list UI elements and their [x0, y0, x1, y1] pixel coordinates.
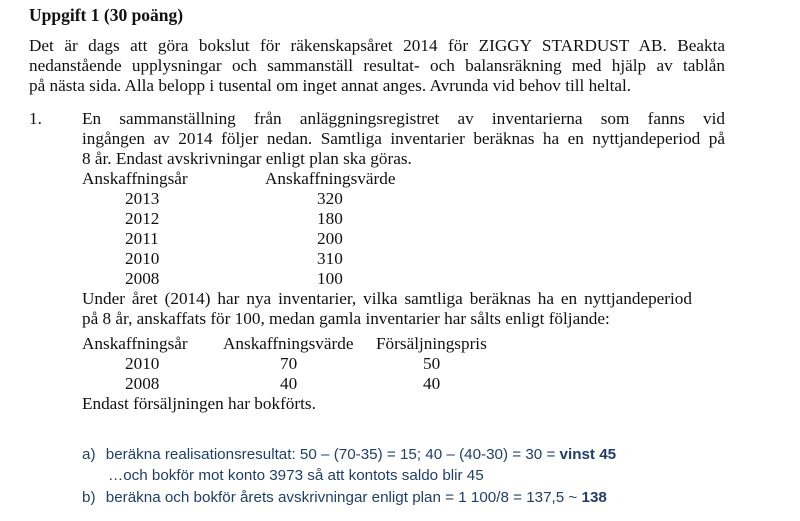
after-line: Endast försäljningen har bokförts.	[82, 394, 316, 413]
acquisition-value: 310	[317, 249, 343, 268]
item-line-1: En sammanställning från anläggningsregistret av inventarierna som fanns vid	[82, 109, 725, 128]
column-header: Anskaffningsår	[82, 334, 188, 353]
answer-a-result: vinst 45	[559, 446, 617, 463]
table-header-row	[82, 334, 487, 354]
answer-b-label: b)	[82, 489, 96, 506]
table-row	[82, 269, 395, 289]
mid-line-2: på 8 år, anskaffats för 100, medan gamla inventarier har sålts enligt följande:	[82, 309, 610, 328]
acquisition-year: 2010	[125, 354, 160, 373]
sale-price: 50	[423, 354, 441, 373]
answer-a-text: beräkna realisationsresultat: 50 – (70-35) = 15; 40 – (40-30) = 30 =	[105, 446, 560, 463]
acquisition-value: 320	[317, 189, 343, 208]
column-header: Anskaffningsvärde	[223, 334, 354, 353]
table-row	[82, 189, 395, 209]
acquisition-value: 200	[317, 229, 343, 248]
intro-line-3: på nästa sida. Alla belopp i tusental om inget annat anges. Avrunda vid behov till heltal.	[29, 76, 632, 95]
table-row	[82, 374, 487, 394]
intro-line-2: nedanstående upplysningar och sammanställ resultat- och balansräkning med hjälp av tablån	[29, 56, 725, 75]
answer-a	[82, 444, 616, 465]
task-title: Uppgift 1 (30 poäng)	[29, 5, 184, 25]
acquisition-year: 2013	[125, 189, 160, 208]
answer-a-continuation: …och bokför mot konto 3973 så att kontots saldo blir 45	[108, 467, 484, 484]
intro-paragraph	[29, 36, 725, 96]
item-number: 1.	[29, 109, 42, 128]
mid-line-1: Under året (2014) har nya inventarier, vilka samtliga beräknas ha en nyttjandeperiod	[82, 289, 692, 308]
table-row	[82, 354, 487, 374]
sale-price: 40	[423, 374, 441, 393]
inventory-table	[82, 169, 395, 289]
acquisition-year: 2011	[125, 229, 159, 248]
item-line-2: ingången av 2014 följer nedan. Samtliga inventarier beräknas ha en nyttjandeperiod på	[82, 129, 725, 148]
acquisition-value: 40	[280, 374, 298, 393]
column-header: Anskaffningsår	[82, 169, 188, 188]
intro-line-1: Det är dags att göra bokslut för räkenskapsåret 2014 för ZIGGY STARDUST AB. Beakta	[29, 36, 725, 55]
acquisition-value: 100	[317, 269, 343, 288]
sales-table	[82, 334, 487, 394]
table-row	[82, 209, 395, 229]
acquisition-year: 2008	[125, 269, 160, 288]
item-line-3: 8 år. Endast avskrivningar enligt plan ska göras.	[82, 149, 412, 168]
answer-b	[82, 487, 607, 508]
acquisition-value: 180	[317, 209, 343, 228]
item-1	[82, 109, 725, 414]
acquisition-year: 2012	[125, 209, 160, 228]
answer-a-label: a)	[82, 446, 96, 463]
column-header: Försäljningspris	[376, 334, 487, 353]
acquisition-year: 2010	[125, 249, 160, 268]
table-header-row	[82, 169, 395, 189]
acquisition-value: 70	[280, 354, 298, 373]
table-row	[82, 249, 395, 269]
column-header: Anskaffningsvärde	[265, 169, 396, 188]
acquisition-year: 2008	[125, 374, 160, 393]
table-row	[82, 229, 395, 249]
answer-b-result: 138	[581, 489, 607, 506]
answer-b-text: beräkna och bokför årets avskrivningar enligt plan = 1 100/8 = 137,5 ~	[105, 489, 582, 506]
